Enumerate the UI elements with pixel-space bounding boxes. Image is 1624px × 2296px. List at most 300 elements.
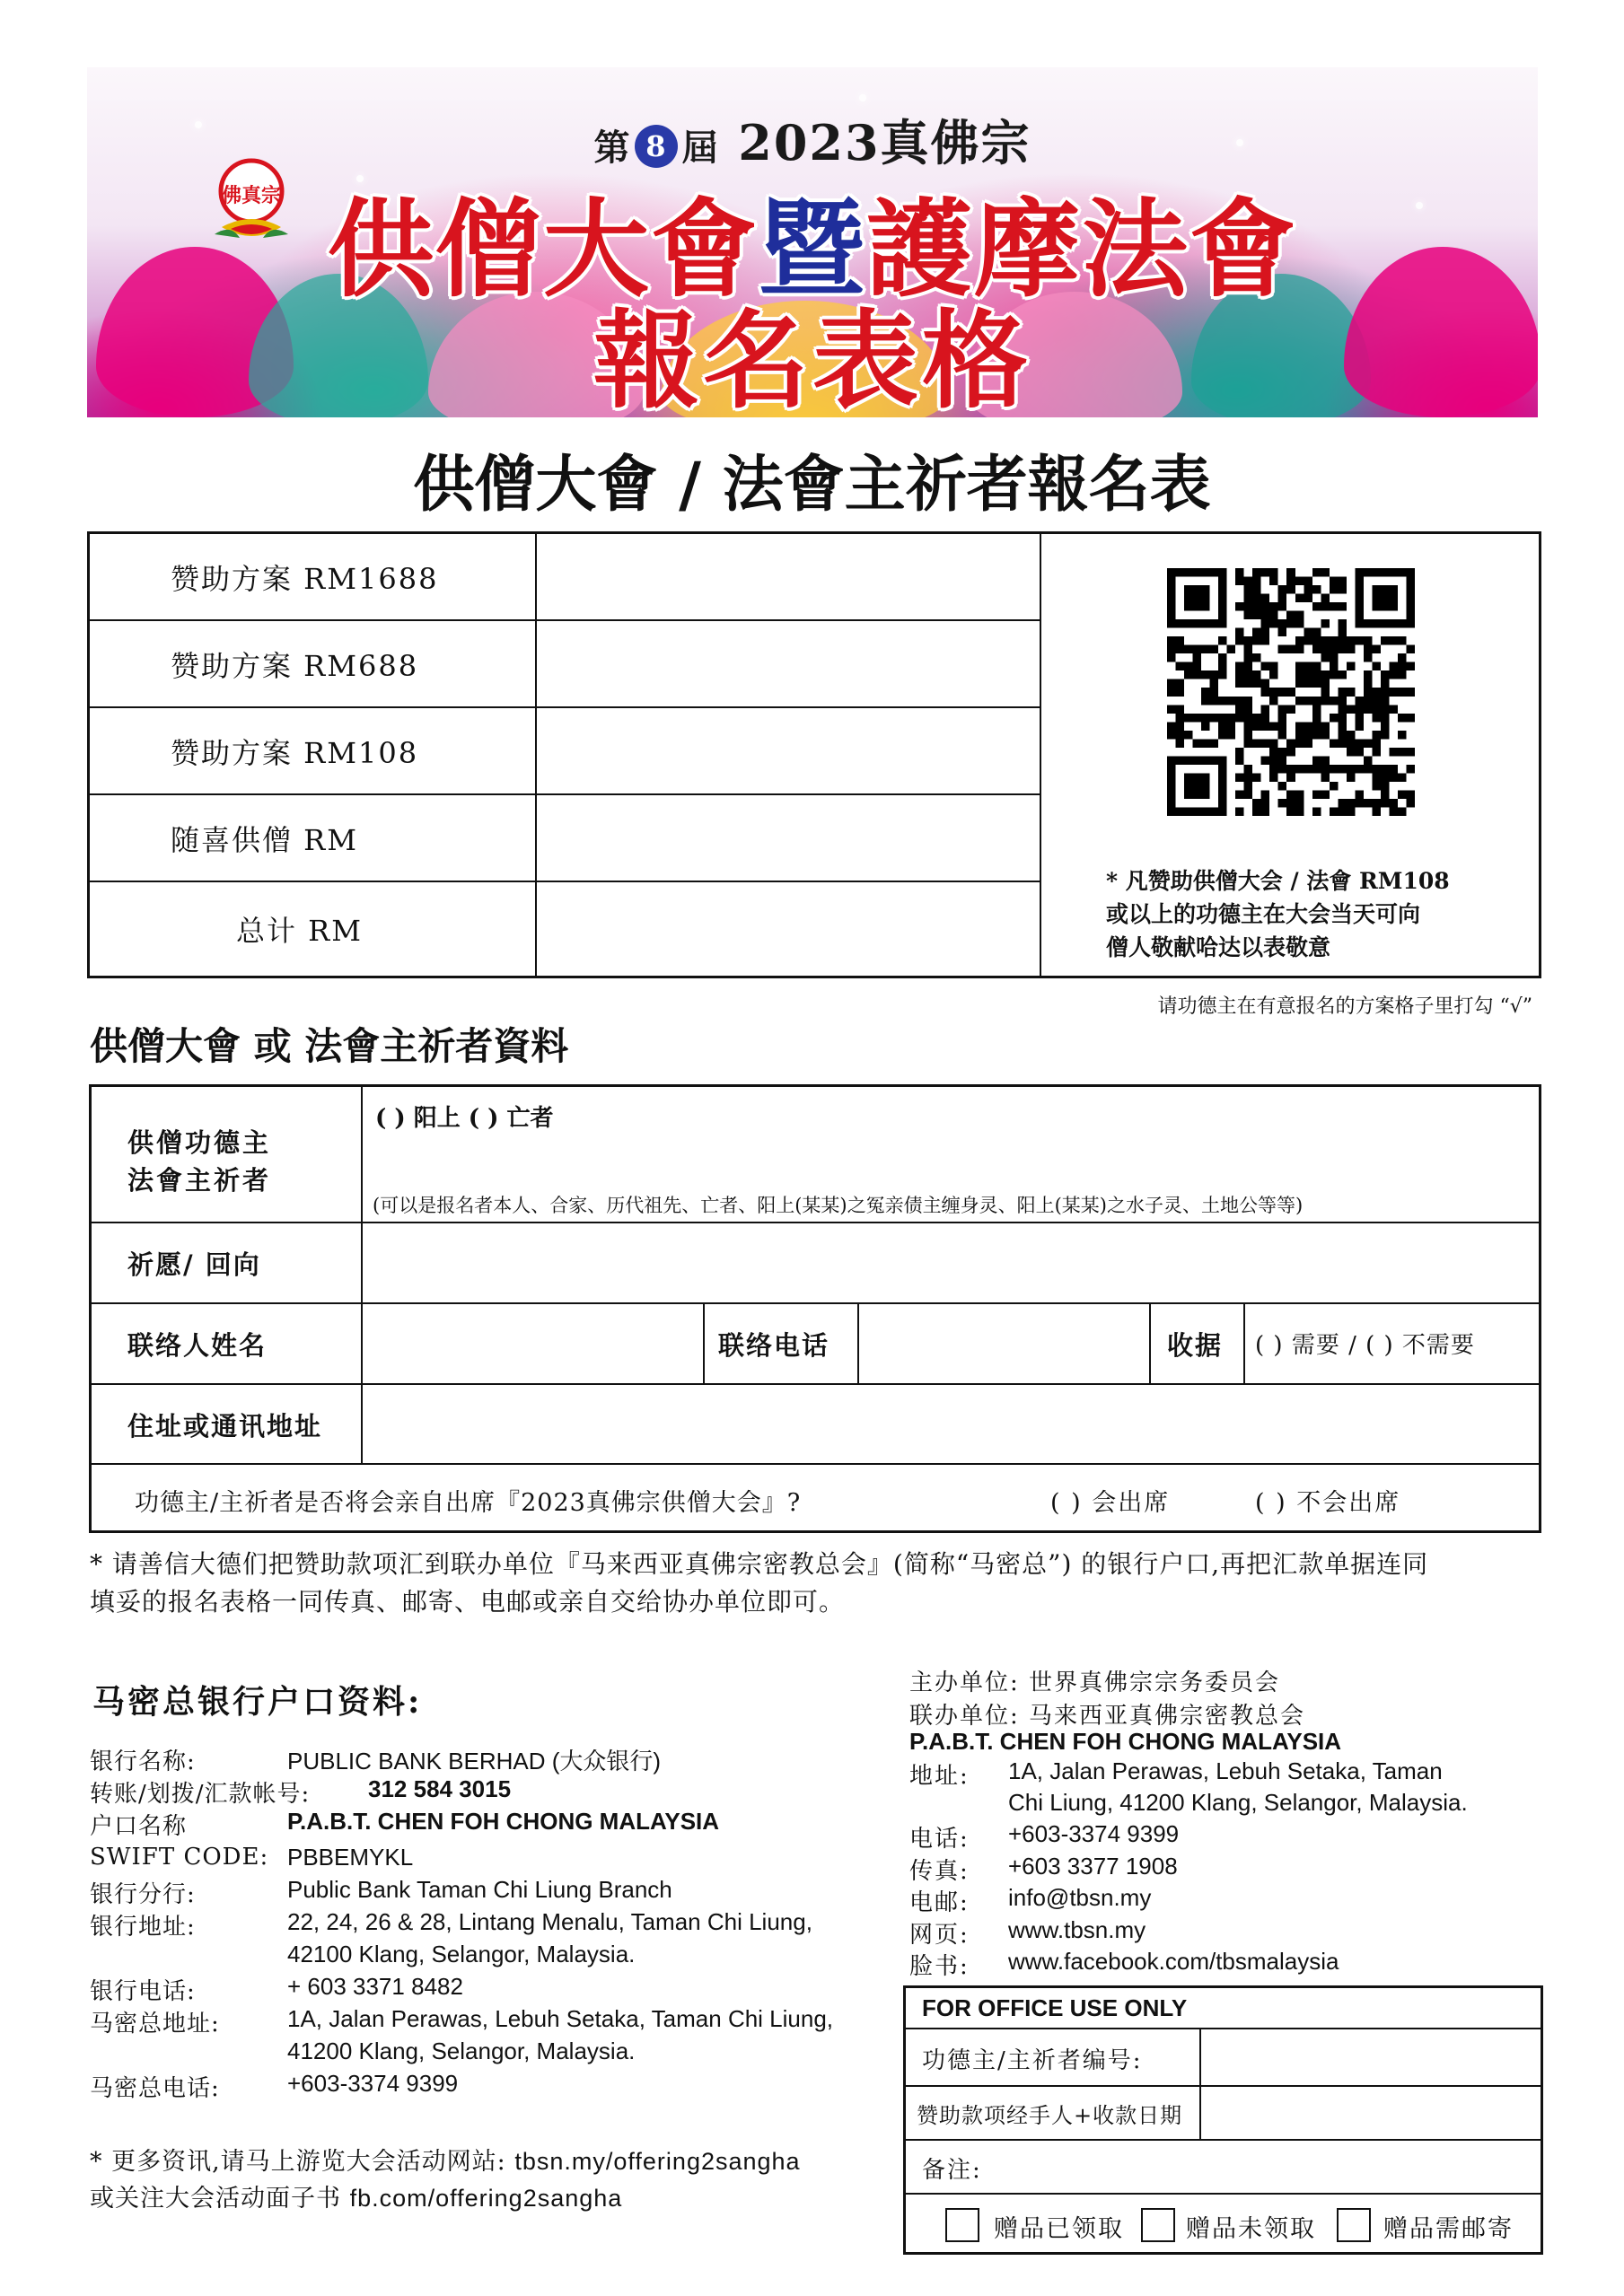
qr-module xyxy=(1312,662,1321,671)
qr-module xyxy=(1304,722,1312,731)
qr-module xyxy=(1278,714,1287,723)
qr-module xyxy=(1330,714,1339,723)
plan-label: 赞助方案 RM1688 xyxy=(171,561,439,596)
qr-module xyxy=(1304,679,1312,688)
office-use-header: FOR OFFICE USE ONLY xyxy=(922,1994,1188,2021)
qr-module xyxy=(1389,799,1398,808)
qr-module xyxy=(1389,662,1398,671)
qr-module xyxy=(1312,602,1321,611)
qr-module xyxy=(1355,636,1364,645)
qr-module xyxy=(1252,628,1261,637)
bank-info-key: 银行名称: xyxy=(90,1748,196,1775)
qr-module xyxy=(1295,670,1304,679)
qr-module xyxy=(1261,705,1270,714)
bank-info-value: 41200 Klang, Selangor, Malaysia. xyxy=(287,2037,636,2064)
sponsorship-plan-table xyxy=(87,531,1541,978)
qr-module xyxy=(1304,577,1312,586)
qr-module xyxy=(1244,594,1253,603)
qr-module xyxy=(1193,670,1202,679)
more-info-text: 或关注大会活动面子书 xyxy=(90,2185,341,2213)
qr-module xyxy=(1252,799,1261,808)
bank-info-value: Public Bank Taman Chi Liung Branch xyxy=(287,1876,672,1903)
qr-module xyxy=(1338,636,1347,645)
plan-label: 赞助方案 RM688 xyxy=(171,648,419,683)
qr-module xyxy=(1398,653,1407,662)
qr-module xyxy=(1304,628,1312,637)
qr-module xyxy=(1347,636,1356,645)
qr-module xyxy=(1355,697,1364,705)
qr-module xyxy=(1330,765,1339,774)
organizer-name xyxy=(909,1728,1341,1756)
attendance-yes-option[interactable]: ( ) 会出席 xyxy=(1050,1489,1171,1517)
qr-module xyxy=(1295,739,1304,748)
qr-module xyxy=(1184,714,1193,723)
qr-module xyxy=(1372,765,1381,774)
qr-module xyxy=(1372,731,1381,740)
qr-module xyxy=(1304,585,1312,594)
gift-not-received-checkbox[interactable] xyxy=(1141,2208,1175,2242)
qr-module xyxy=(1261,756,1270,765)
office-use-box xyxy=(903,1985,1543,2255)
qr-module xyxy=(1244,773,1253,782)
qr-module xyxy=(1218,731,1227,740)
bank-info-value: + 603 3371 8482 xyxy=(287,1973,463,2000)
qr-module xyxy=(1218,697,1227,705)
qr-module xyxy=(1218,636,1227,645)
plan-label: 随喜供僧 RM xyxy=(171,822,359,857)
qr-module xyxy=(1269,611,1278,620)
qr-module xyxy=(1210,714,1219,723)
qr-module xyxy=(1347,731,1356,740)
qr-module xyxy=(1330,697,1339,705)
qr-module xyxy=(1261,739,1270,748)
qr-module xyxy=(1269,688,1278,697)
qr-module xyxy=(1244,679,1253,688)
organizer-contact-key: 地址: xyxy=(909,1763,970,1790)
qr-module xyxy=(1312,807,1321,816)
qr-module xyxy=(1321,688,1330,697)
qr-module xyxy=(1321,602,1330,611)
qr-module xyxy=(1347,739,1356,748)
table-rule xyxy=(906,2193,1541,2195)
more-info-text: * 更多资讯,请马上游览大会活动网站: xyxy=(90,2148,506,2176)
table-rule xyxy=(92,1302,1539,1304)
cohost-text: 联办单位: 马来西亚真佛宗密教总会 xyxy=(909,1703,1306,1730)
qr-module xyxy=(1389,765,1398,774)
qr-module xyxy=(1278,765,1287,774)
qr-module xyxy=(1210,739,1219,748)
qr-module xyxy=(1235,807,1244,816)
qr-module xyxy=(1201,688,1210,697)
qr-module xyxy=(1286,807,1295,816)
qr-module xyxy=(1269,748,1278,757)
qr-module xyxy=(1321,697,1330,705)
qr-module xyxy=(1167,722,1176,731)
qr-module xyxy=(1321,722,1330,731)
qr-module xyxy=(1347,645,1356,654)
qr-module xyxy=(1330,602,1339,611)
qr-module xyxy=(1321,756,1330,765)
bank-info-value: P.A.B.T. CHEN FOH CHONG MALAYSIA xyxy=(287,1808,720,1835)
address-label: 住址或通讯地址 xyxy=(127,1411,323,1442)
qr-module xyxy=(1261,662,1270,671)
qr-module xyxy=(1406,662,1415,671)
qr-module xyxy=(1381,790,1390,799)
qr-module xyxy=(1286,739,1295,748)
donor-name-field[interactable] xyxy=(363,1137,1539,1187)
qr-module xyxy=(1312,731,1321,740)
wish-field[interactable] xyxy=(363,1223,1539,1302)
qr-module xyxy=(1286,773,1295,782)
gift-mail-checkbox[interactable] xyxy=(1337,2208,1371,2242)
donor-hint: (可以是报名者本人、合家、历代祖先、亡者、阳上(某某)之冤亲债主缠身灵、阳上(某某)之水子灵、土地公等等) xyxy=(373,1195,1304,1216)
qr-module xyxy=(1176,714,1185,723)
qr-module xyxy=(1295,790,1304,799)
plan-108-input-cell[interactable] xyxy=(535,708,1041,795)
qr-module xyxy=(1364,739,1373,748)
organizer-contact-value: 1A, Jalan Perawas, Lebuh Setaka, Taman xyxy=(1008,1757,1443,1784)
organizer-contact-value[interactable]: www.tbsn.my xyxy=(1008,1916,1146,1943)
qr-module xyxy=(1304,670,1312,679)
qr-module xyxy=(1398,688,1407,697)
qr-module xyxy=(1389,670,1398,679)
facebook-link[interactable]: fb.com/offering2sangha xyxy=(349,2185,623,2212)
qr-module xyxy=(1235,697,1244,705)
qr-module xyxy=(1193,662,1202,671)
address-field[interactable] xyxy=(363,1385,1539,1463)
plan-row xyxy=(90,534,537,621)
qr-module xyxy=(1295,697,1304,705)
qr-module xyxy=(1286,790,1295,799)
qr-module xyxy=(1321,731,1330,740)
handler-field[interactable] xyxy=(1201,2087,1541,2139)
organizer-contact-value: Chi Liung, 41200 Klang, Selangor, Malaysia. xyxy=(1008,1789,1468,1816)
qr-module xyxy=(1261,714,1270,723)
qr-module xyxy=(1235,705,1244,714)
qr-module xyxy=(1381,782,1390,791)
qr-module xyxy=(1295,594,1304,603)
sparkle-decoration xyxy=(859,94,866,101)
event-website-link[interactable]: tbsn.my/offering2sangha xyxy=(514,2148,801,2175)
gift-received-checkbox[interactable] xyxy=(945,2208,979,2242)
qr-module xyxy=(1347,688,1356,697)
attendance-question: 功德主/主祈者是否将会亲自出席『2023真佛宗供僧大会』? xyxy=(135,1489,802,1517)
qr-module xyxy=(1304,662,1312,671)
qr-module xyxy=(1381,714,1390,723)
qr-module xyxy=(1304,697,1312,705)
qr-module xyxy=(1227,731,1236,740)
qr-module xyxy=(1227,645,1236,654)
table-rule xyxy=(1149,1302,1151,1383)
qr-module xyxy=(1304,765,1312,774)
qr-module xyxy=(1304,636,1312,645)
qr-finder-pattern xyxy=(1372,585,1398,611)
qr-module xyxy=(1235,756,1244,765)
banner-year-title: 2023真佛宗 xyxy=(738,114,1031,171)
qr-module xyxy=(1252,568,1261,577)
qr-note-line: * 凡赞助供僧大会 / 法會 RM108 xyxy=(1106,868,1450,894)
donor-label-1: 供僧功德主 xyxy=(127,1127,272,1158)
qr-module xyxy=(1347,748,1356,757)
qr-module xyxy=(1406,790,1415,799)
qr-module xyxy=(1235,568,1244,577)
bank-info-value: PBBEMYKL xyxy=(287,1844,414,1871)
plan-688-input-cell[interactable] xyxy=(535,621,1041,708)
qr-module xyxy=(1218,662,1227,671)
organizer-contact-value[interactable]: info@tbsn.my xyxy=(1008,1884,1152,1911)
qr-module xyxy=(1295,679,1304,688)
qr-module xyxy=(1312,790,1321,799)
donor-type-options[interactable]: ( ) 阳上 ( ) 亡者 xyxy=(375,1105,554,1132)
cohost-organizer xyxy=(909,1697,1305,1731)
qr-module xyxy=(1330,739,1339,748)
tick-instruction: 请功德主在有意报名的方案格子里打勾 “√” xyxy=(1157,995,1532,1018)
qr-module xyxy=(1261,807,1270,816)
donor-number-label: 功德主/主祈者编号: xyxy=(922,2047,1143,2074)
qr-module xyxy=(1244,653,1253,662)
qr-module xyxy=(1252,594,1261,603)
remittance-notice xyxy=(90,1546,1428,1621)
edition-prefix: 第 xyxy=(593,127,632,169)
bank-info-value: 22, 24, 26 & 28, Lintang Menalu, Taman Chi Liung, xyxy=(287,1908,812,1935)
qr-module xyxy=(1269,577,1278,586)
qr-module xyxy=(1278,602,1287,611)
qr-module xyxy=(1252,714,1261,723)
qr-module xyxy=(1355,765,1364,774)
qr-module xyxy=(1201,670,1210,679)
qr-module xyxy=(1295,645,1304,654)
qr-module xyxy=(1176,679,1185,688)
qr-module xyxy=(1381,679,1390,688)
qr-module xyxy=(1338,739,1347,748)
qr-module xyxy=(1355,790,1364,799)
attendance-no-option[interactable]: ( ) 不会出席 xyxy=(1255,1489,1401,1517)
qr-module xyxy=(1338,585,1347,594)
qr-module xyxy=(1176,645,1185,654)
table-rule xyxy=(1243,1302,1245,1383)
qr-module xyxy=(1286,611,1295,620)
qr-note-line: 或以上的功德主在大会当天可向 xyxy=(1106,901,1421,927)
qr-module xyxy=(1244,577,1253,586)
qr-module xyxy=(1389,773,1398,782)
bank-info-key: 马密总电话: xyxy=(90,2075,220,2102)
qr-module xyxy=(1252,679,1261,688)
qr-module xyxy=(1269,619,1278,628)
contact-name-label: 联络人姓名 xyxy=(127,1330,268,1361)
organizer-contact-key: 脸书: xyxy=(909,1953,970,1980)
plan-label: 赞助方案 RM108 xyxy=(171,735,419,770)
qr-module xyxy=(1261,688,1270,697)
contact-phone-field[interactable] xyxy=(859,1304,1149,1383)
donor-label-2: 法會主祈者 xyxy=(127,1165,272,1196)
qr-module xyxy=(1330,653,1339,662)
qr-module xyxy=(1235,714,1244,723)
wish-label: 祈愿/ 回向 xyxy=(127,1249,261,1280)
qr-module xyxy=(1235,679,1244,688)
qr-module xyxy=(1295,619,1304,628)
handler-label: 赞助款项经手人+收款日期 xyxy=(917,2103,1183,2128)
qr-module xyxy=(1235,577,1244,586)
qr-module xyxy=(1389,807,1398,816)
bank-info-title: 马密总银行户口资料: xyxy=(92,1683,423,1721)
qr-module xyxy=(1389,636,1398,645)
qr-module xyxy=(1252,611,1261,620)
qr-module xyxy=(1381,697,1390,705)
qr-module xyxy=(1338,731,1347,740)
qr-module xyxy=(1321,670,1330,679)
organizer-contact-value[interactable]: www.facebook.com/tbsmalaysia xyxy=(1008,1948,1339,1975)
title-part-homa: 護摩法會 xyxy=(866,188,1298,311)
bank-info-value: 1A, Jalan Perawas, Lebuh Setaka, Taman Chi Liung, xyxy=(287,2005,834,2032)
qr-module xyxy=(1312,628,1321,637)
qr-module xyxy=(1355,722,1364,731)
qr-module xyxy=(1244,602,1253,611)
qr-module xyxy=(1312,697,1321,705)
qr-module xyxy=(1261,602,1270,611)
qr-module xyxy=(1381,722,1390,731)
qr-module xyxy=(1321,568,1330,577)
qr-module xyxy=(1338,628,1347,637)
qr-module xyxy=(1321,594,1330,603)
receipt-options[interactable]: ( ) 需要 / ( ) 不需要 xyxy=(1255,1332,1475,1359)
qr-module xyxy=(1364,799,1373,808)
form-title: 供僧大會 / 法會主祈者報名表 xyxy=(413,450,1211,521)
remarks-label: 备注: xyxy=(922,2157,982,2184)
qr-module xyxy=(1176,722,1185,731)
qr-module xyxy=(1235,628,1244,637)
contact-name-field[interactable] xyxy=(363,1304,703,1383)
qr-module xyxy=(1330,577,1339,586)
qr-module xyxy=(1278,756,1287,765)
plan-row xyxy=(90,621,537,708)
qr-module xyxy=(1252,670,1261,679)
qr-module xyxy=(1244,731,1253,740)
qr-module xyxy=(1278,594,1287,603)
qr-module xyxy=(1244,782,1253,791)
qr-module xyxy=(1278,585,1287,594)
qr-module xyxy=(1372,645,1381,654)
qr-module xyxy=(1278,619,1287,628)
qr-module xyxy=(1167,688,1176,697)
qr-module xyxy=(1269,773,1278,782)
qr-module xyxy=(1278,799,1287,808)
qr-module xyxy=(1261,799,1270,808)
free-offering-input-cell[interactable] xyxy=(535,795,1041,882)
qr-module xyxy=(1312,714,1321,723)
qr-module xyxy=(1355,714,1364,723)
qr-code[interactable] xyxy=(1167,568,1415,816)
qr-module xyxy=(1244,585,1253,594)
qr-module xyxy=(1235,662,1244,671)
qr-module xyxy=(1381,799,1390,808)
qr-module xyxy=(1312,645,1321,654)
qr-module xyxy=(1312,756,1321,765)
qr-module xyxy=(1364,653,1373,662)
qr-module xyxy=(1312,568,1321,577)
qr-module xyxy=(1398,670,1407,679)
qr-module xyxy=(1381,670,1390,679)
qr-module xyxy=(1201,697,1210,705)
qr-note xyxy=(1106,864,1450,964)
qr-module xyxy=(1338,602,1347,611)
receipt-label: 收据 xyxy=(1167,1330,1224,1361)
gift-not-received-label: 赠品未领取 xyxy=(1186,2215,1316,2243)
qr-module xyxy=(1338,577,1347,586)
qr-module xyxy=(1176,705,1185,714)
qr-module xyxy=(1193,653,1202,662)
qr-module xyxy=(1321,790,1330,799)
qr-module xyxy=(1252,577,1261,586)
qr-module xyxy=(1372,807,1381,816)
qr-module xyxy=(1252,807,1261,816)
qr-module xyxy=(1364,688,1373,697)
qr-module xyxy=(1193,739,1202,748)
qr-module xyxy=(1167,731,1176,740)
organizer-contact-value: +603 3377 1908 xyxy=(1008,1853,1178,1880)
qr-module xyxy=(1261,722,1270,731)
qr-module xyxy=(1321,636,1330,645)
qr-module xyxy=(1338,807,1347,816)
qr-module xyxy=(1304,594,1312,603)
qr-module xyxy=(1304,731,1312,740)
qr-module xyxy=(1286,645,1295,654)
qr-module xyxy=(1269,568,1278,577)
qr-module xyxy=(1355,739,1364,748)
donor-number-field[interactable] xyxy=(1201,2029,1541,2085)
organizer-contact-key: 传真: xyxy=(909,1858,970,1885)
qr-module xyxy=(1295,611,1304,620)
organizer-contact-key: 电邮: xyxy=(909,1889,970,1916)
qr-module xyxy=(1364,645,1373,654)
qr-module xyxy=(1372,714,1381,723)
host-text: 主办单位: 世界真佛宗宗务委员会 xyxy=(909,1669,1281,1696)
qr-module xyxy=(1269,662,1278,671)
qr-module xyxy=(1364,705,1373,714)
qr-module xyxy=(1312,722,1321,731)
qr-module xyxy=(1184,731,1193,740)
qr-module xyxy=(1235,748,1244,757)
qr-module xyxy=(1389,705,1398,714)
qr-module xyxy=(1330,636,1339,645)
qr-module xyxy=(1347,773,1356,782)
qr-module xyxy=(1398,714,1407,723)
qr-module xyxy=(1372,739,1381,748)
qr-module xyxy=(1193,714,1202,723)
qr-module xyxy=(1261,611,1270,620)
bank-info-key: 银行地址: xyxy=(90,1914,196,1941)
table-rule xyxy=(906,2139,1541,2141)
qr-module xyxy=(1321,619,1330,628)
plan-1688-input-cell[interactable] xyxy=(535,534,1041,621)
qr-module xyxy=(1364,636,1373,645)
qr-module xyxy=(1252,585,1261,594)
qr-module xyxy=(1201,714,1210,723)
qr-module xyxy=(1364,679,1373,688)
qr-module xyxy=(1398,790,1407,799)
qr-module xyxy=(1312,679,1321,688)
bank-info-key: SWIFT CODE: xyxy=(90,1844,269,1871)
qr-module xyxy=(1355,705,1364,714)
total-input-cell[interactable] xyxy=(535,882,1041,976)
qr-module xyxy=(1167,705,1176,714)
qr-module xyxy=(1269,697,1278,705)
qr-module xyxy=(1269,722,1278,731)
qr-module xyxy=(1381,765,1390,774)
table-rule xyxy=(703,1302,705,1383)
edition-number-badge: 8 xyxy=(635,125,678,168)
bank-info-value: PUBLIC BANK BERHAD (大众银行) xyxy=(287,1748,662,1775)
qr-module xyxy=(1235,790,1244,799)
